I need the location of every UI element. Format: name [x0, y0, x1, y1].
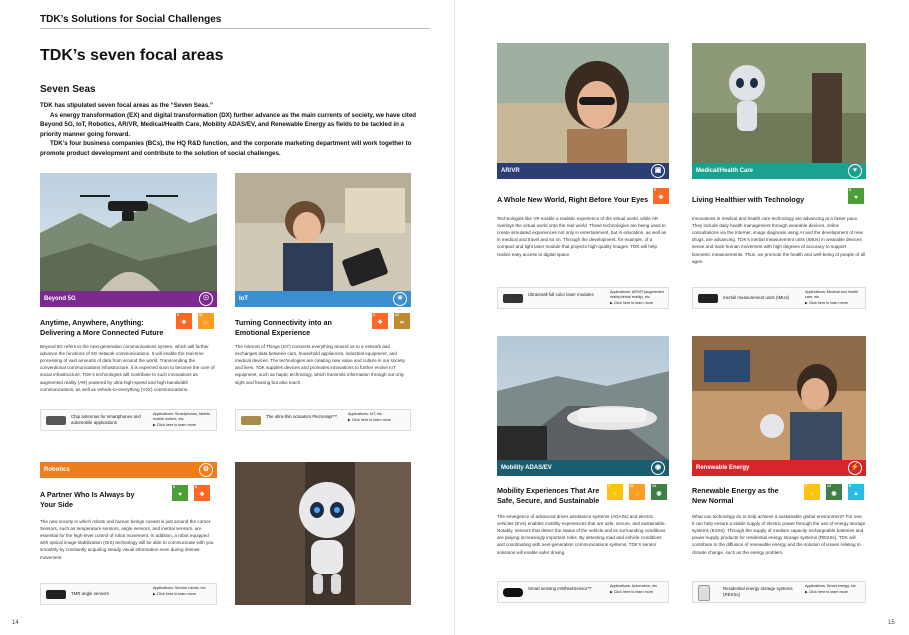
sdg-number: 9	[177, 313, 179, 317]
laser-module-icon	[503, 294, 523, 303]
sdg-number: 9	[195, 485, 197, 489]
network-icon: ✳	[393, 292, 407, 306]
learn-more-link[interactable]: ▶ Click here to learn more	[610, 589, 654, 594]
iot-label: IoT	[239, 296, 248, 302]
product-applications	[805, 584, 867, 595]
sdg-13-icon	[651, 484, 667, 500]
sdg-number: 11	[199, 313, 203, 317]
iot-product[interactable]	[235, 409, 411, 431]
sdg-7-icon	[607, 484, 623, 500]
sdg-3-icon	[172, 485, 188, 501]
sdg-mark: ☼	[809, 490, 815, 497]
subtitle: Seven Seas	[40, 84, 96, 95]
sdg-mark: ⌂	[204, 319, 208, 326]
sdg-mark: ◉	[656, 490, 662, 497]
intro-paragraph: TDK has stipulated seven focal areas as the “Seven Seas.”	[40, 102, 213, 109]
beyond5g-product[interactable]	[40, 409, 217, 431]
learn-more-link[interactable]: ▶ Click here to learn more	[153, 591, 197, 596]
sdg-number: 7	[608, 484, 610, 488]
applications-text: Applications: Automotive, etc.	[610, 584, 659, 588]
sdg-number: 9	[654, 188, 656, 192]
heartbeat-icon: ♥	[848, 164, 862, 178]
applications-text: Applications: IoT, etc.	[348, 412, 383, 416]
sdg-13-icon	[826, 484, 842, 500]
sdg-number: 3	[173, 485, 175, 489]
sdg-number: 6	[849, 484, 851, 488]
imu-chip-icon	[698, 294, 718, 303]
sdg-mark: ❖	[377, 319, 383, 326]
sdg-9-icon	[372, 313, 388, 329]
iot-body: The Internet of Things (IoT) connects everything around us to a network and exchanges data between cars, household appliances, industrial equipment, and medical devices. The technologies are creating new value and culture in our society and lives. TDK supplies devices and promotes innovations to further evolve IoT equipment, such as haptic technology, which transmits information through not only sight and hearing but also touch.	[235, 344, 405, 385]
sdg-number: 9	[373, 313, 375, 317]
section-header: TDK’s Solutions for Social Challenges	[40, 14, 222, 25]
robotics-label-bar	[40, 462, 217, 478]
learn-more-link[interactable]: ▶ Click here to learn more	[805, 300, 849, 305]
product-name: Inertial measurement units (IMUs)	[723, 295, 790, 300]
applications-text: Applications: Service robots, etc.	[153, 586, 207, 590]
sdg-9-icon	[176, 313, 192, 329]
sdg-9-icon	[194, 485, 210, 501]
product-applications	[610, 290, 672, 306]
renewable-body: What can technology do to help achieve a sustainable global environment? For one, it can help ensure a stable supply of electric power through the use of energy storage systems (ESSs). Through the supply of medium capacity rechargeable batteries and power-supply products for residential energy storage systems (RESSs), TDK will contribute to the diffusion of renewable energy and the solution of issues relating to climate change, such as the energy problem.	[692, 514, 866, 555]
applications-text: Applications: Medical and health care, etc.	[805, 290, 858, 299]
vr-woman-photo	[497, 43, 669, 163]
lightning-icon: ⚡	[848, 461, 862, 475]
beyond5g-body: Beyond 5G refers to the next-generation communications system, which will further advance the functions of 5G network communications. It will enable the real-time processing of vast amounts of data from around the world. Transcending the conventional communications infrastructure, it is expected soon to become the core of social infrastructure. TDK’s technologies will contribute to such innovations as augmented reality (AR) powered by ultra-high-speed and high-bandwidth communications, as well as vehicle-to-everything (V2X) communications.	[40, 344, 215, 392]
product-applications	[610, 584, 672, 595]
sdg-3-icon	[848, 188, 864, 204]
sdg-mark: ❖	[199, 491, 205, 498]
energy-home-photo	[692, 336, 866, 460]
sdg-number: 12	[395, 313, 399, 317]
product-applications	[348, 412, 410, 423]
product-name: Ultrasmall full color laser modules	[528, 292, 594, 297]
learn-more-link[interactable]: ▶ Click here to learn more	[610, 300, 654, 305]
sdg-mark: ∞	[399, 319, 405, 326]
arvr-title: A Whole New World, Right Before Your Eyes	[497, 195, 649, 204]
learn-more-link[interactable]: ▶ Click here to learn more	[805, 589, 849, 594]
applications-text: Applications: Smartphones, tablets, mobile routers, etc.	[153, 412, 211, 421]
car-icon: ◉	[651, 461, 665, 475]
medical-robot-photo	[692, 43, 866, 163]
product-name: Residential energy storage systems (RESSs)	[723, 586, 793, 598]
tmr-sensor-icon	[46, 590, 66, 599]
renewable-label: Renewable Energy	[696, 465, 750, 471]
child-tablet-photo	[235, 173, 411, 291]
robotics-label: Robotics	[44, 467, 70, 473]
sdg-9-icon	[653, 188, 669, 204]
robotics-product[interactable]	[40, 583, 217, 605]
arvr-label-bar	[497, 163, 669, 179]
medical-body: Innovations in medical and health care technology are advancing at a faster pace. They include daily health management through wearable devices, online consultations via the Internet, image diagnosis using AI and the development of new drugs, are advancing. TDK’s inertial measurement units (IMUs) in wearable devices sense and track human movement with high degrees of accuracy to support biometric measurements. Thus, we promote the health and well-being of people of all ages.	[692, 216, 866, 264]
sdg-mark: ☼	[612, 490, 618, 497]
energy-storage-icon	[698, 585, 710, 601]
arvr-product[interactable]	[497, 287, 669, 309]
sdg-mark: ♥	[854, 194, 858, 201]
applications-text: Applications: Smart energy, etc.	[805, 584, 857, 588]
product-name: TMR angle sensors	[71, 591, 110, 596]
intro-paragraph: As energy transformation (EX) and digital transformation (DX) further advance as the main currents of society, we have cited Beyond 5G, IoT, Robotics, AR/VR, Medical/Health Care, Mobility ADAS/EV, and Renewable Energy as fields to be tackled in a priority manner going forward.	[40, 111, 417, 138]
sdg-number: 11	[630, 484, 634, 488]
robotics-title: A Partner Who Is Always by Your Side	[40, 490, 135, 509]
sdg-mark: ⌂	[635, 490, 639, 497]
product-name: Smart sensing InWheelSensor™	[528, 586, 592, 591]
sdg-12-icon	[394, 313, 410, 329]
inwheel-sensor-icon	[503, 588, 523, 597]
sdg-number: 7	[805, 484, 807, 488]
arvr-label: AR/VR	[501, 168, 520, 174]
sdg-mark: ♥	[178, 491, 182, 498]
mobility-title: Mobility Experiences That Are Safe, Secure, and Sustainable	[497, 486, 600, 505]
beyond5g-label: Beyond 5G	[44, 296, 76, 302]
sdg-mark: ❖	[181, 319, 187, 326]
robot-photo	[235, 462, 411, 605]
chip-antenna-icon	[46, 416, 66, 425]
product-name: Chip antennas for smartphones and automobile applications	[71, 414, 141, 426]
learn-more-link[interactable]: ▶ Click here to learn more	[348, 417, 392, 422]
sdg-number: 13	[827, 484, 831, 488]
sdg-mark: ❖	[658, 194, 664, 201]
renewable-product[interactable]	[692, 581, 866, 603]
mobility-label: Mobility ADAS/EV	[501, 465, 552, 471]
arvr-body: Technologies like VR enable a realistic experience of the virtual world, while AR overlays the virtual world onto the real world. These technologies are being used to create simulated experiences not only in entertainment, but in education, as well as in medical and travel and so on. Through the development, for example, of a compact and light laser module that projects high-quality images, TDK will help realize easy access to digital space.	[497, 216, 667, 257]
sdg-11-icon	[629, 484, 645, 500]
sdg-number: 3	[849, 188, 851, 192]
mobility-body: The emergence of advanced driver assistance systems (ADASs) and electric vehicles (EVs) enables mobility experiences that are safe, secure, and sustainable. Notably, sensors that detect the status of the vehicle and its surrounding conditions are playing increasingly important roles. By detecting road and vehicle conditions and coordinating with next-generation communications systems, TDK’s sensor solutions will enable safer driving.	[497, 514, 666, 555]
sdg-mark: ▲	[853, 490, 859, 497]
vr-headset-icon: ▣	[651, 164, 665, 178]
sdg-6-icon	[848, 484, 864, 500]
piezo-actuator-icon	[241, 416, 261, 425]
iot-label-bar	[235, 291, 411, 307]
sdg-mark: ◉	[831, 490, 837, 497]
learn-more-link[interactable]: ▶ Click here to learn more	[153, 422, 197, 427]
sdg-7-icon	[804, 484, 820, 500]
mobility-product[interactable]	[497, 581, 669, 603]
medical-product[interactable]	[692, 287, 866, 309]
drone-photo	[40, 173, 217, 291]
page-title: TDK’s seven focal areas	[40, 47, 224, 64]
sdg-number: 13	[652, 484, 656, 488]
sdg-11-icon	[198, 313, 214, 329]
renewable-title: Renewable Energy as the New Normal	[692, 486, 779, 505]
beyond5g-title: Anytime, Anywhere, Anything: Delivering a More Connected Future	[40, 318, 164, 337]
beyond5g-label-bar	[40, 291, 217, 307]
product-applications	[805, 290, 867, 306]
antenna-icon: ☉	[199, 292, 213, 306]
medical-title: Living Healthier with Technology	[692, 195, 805, 204]
intro-paragraph: TDK’s four business companies (BCs), the HQ R&D function, and the corporate marketing department will work together to promote product development and contribute to the solution of social challenges.	[40, 140, 412, 158]
spread-gutter	[454, 0, 455, 635]
medical-label-bar	[692, 163, 866, 179]
car-photo	[497, 336, 669, 460]
product-name: The ultra-thin actuators PiezoHapt™	[266, 414, 338, 419]
renewable-label-bar	[692, 460, 866, 476]
medical-label: Medical/Health Care	[696, 168, 754, 174]
applications-text: Applications: AR/VR (augmented reality/virtual reality), etc.	[610, 290, 664, 299]
page-number-right: 15	[888, 620, 895, 626]
intro-text	[40, 101, 420, 159]
robot-arm-icon: ⚙	[199, 463, 213, 477]
product-applications	[153, 412, 215, 428]
mobility-label-bar	[497, 460, 669, 476]
iot-title: Turning Connectivity into an Emotional Experience	[235, 318, 332, 337]
page-number-left: 14	[12, 620, 19, 626]
product-applications	[153, 586, 215, 597]
robotics-body: The new society in which robots and human beings coexist is just around the corner. Sensors, such as temperature sensors, angle sensors, and inertial sensors, are essential for the high-level control of robot movement. In addition, a robot equipped with optical image stabilization (OIS) technology will be able to communicate with you smoothly by constantly acquiring steady visual information even during intense movement.	[40, 519, 214, 560]
section-rule	[40, 28, 430, 29]
